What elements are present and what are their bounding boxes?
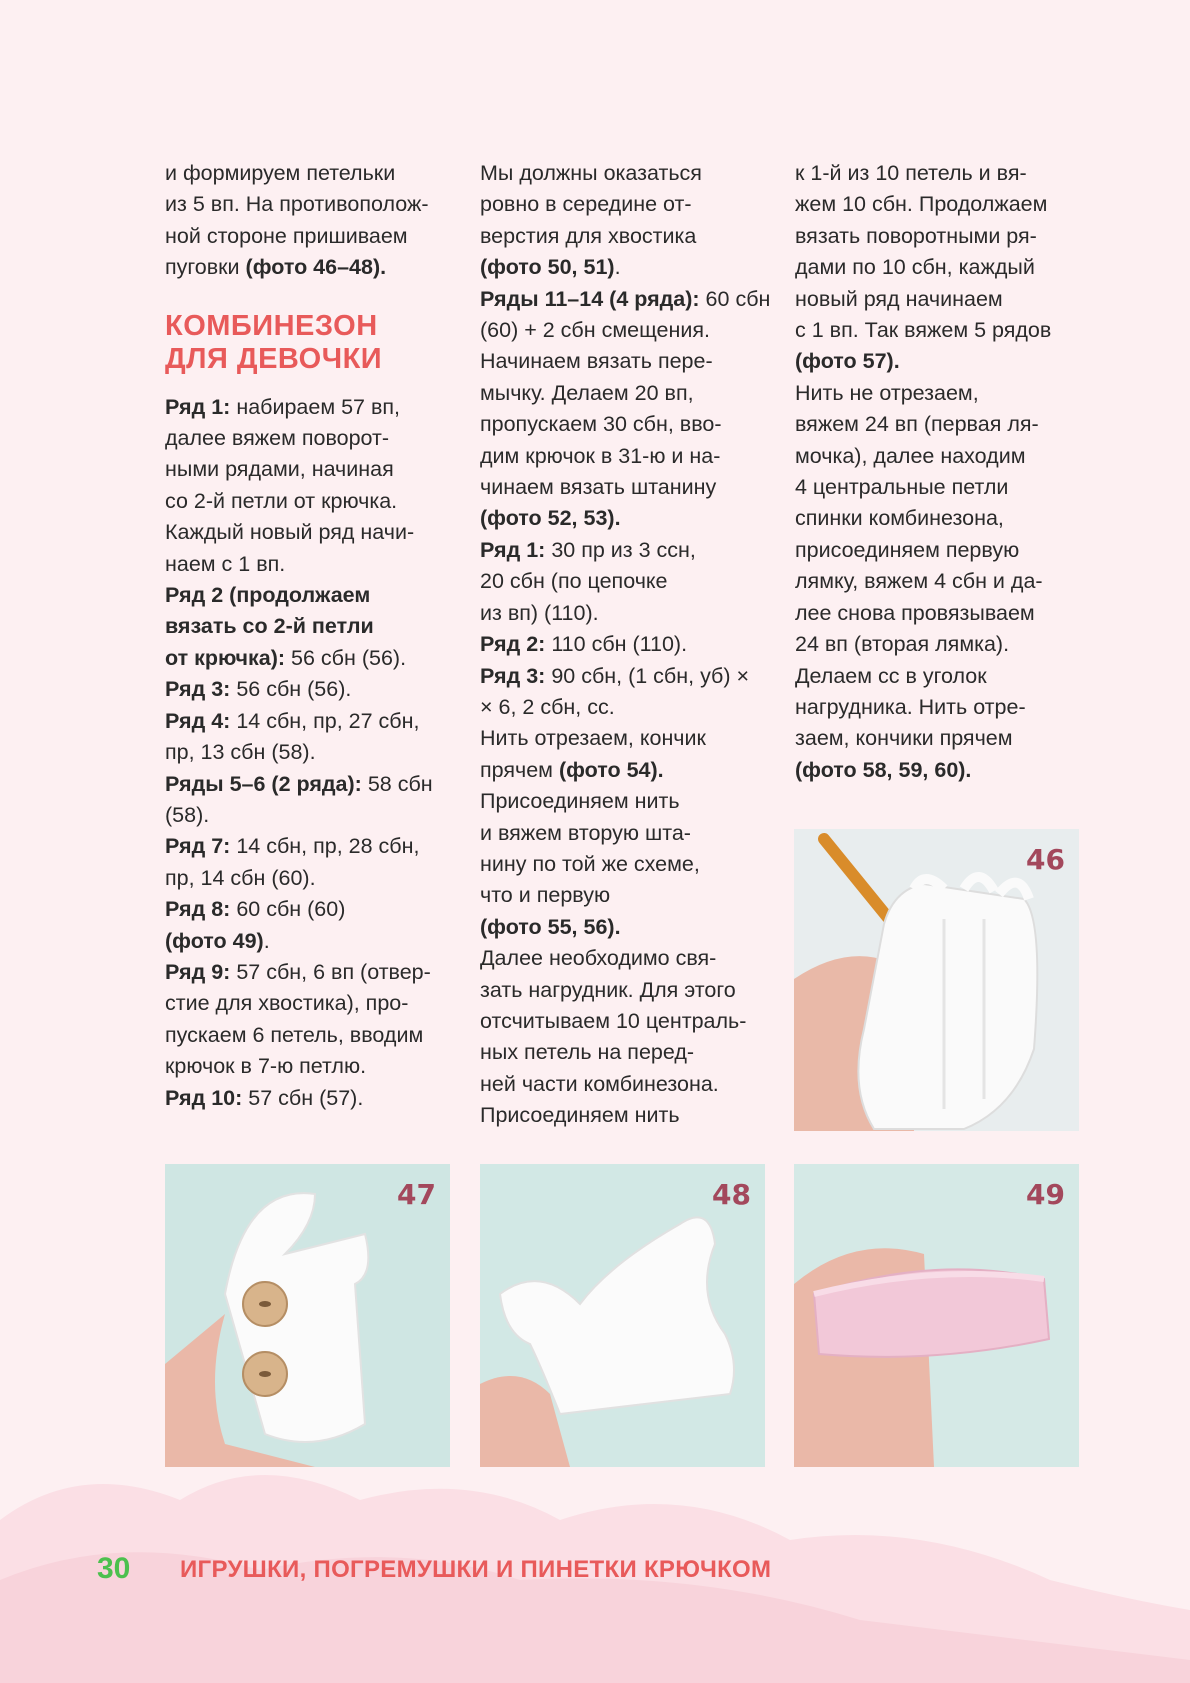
cut-thread-paragraph: Нить отрезаем, кончик прячем (фото 54). [480, 726, 706, 782]
row-7: Ряд 7: 14 сбн, пр, 28 сбн, пр, 14 сбн (60). [165, 834, 420, 890]
row-8: Ряд 8: 60 сбн (60) (фото 49). [165, 897, 346, 953]
leg-row-3: Ряд 3: 90 сбн, (1 сбн, уб) × × 6, 2 сбн, сс. [480, 663, 750, 719]
section-heading: КОМБИНЕЗОН ДЛЯ ДЕВОЧКИ [165, 309, 383, 375]
leg-row-2: Ряд 2: 110 сбн (110). [480, 632, 688, 657]
row-10: Ряд 10: 57 сбн (57). [165, 1085, 364, 1110]
photo-48 [480, 1164, 765, 1467]
bib-rows-paragraph: к 1-й из 10 петель и вя- жем 10 сбн. Продолжаем вязать поворотными ря- дами по 10 сбн, каждый новый ряд начинаем с 1 вп. Так вяжем 5 рядов (фото 57). [795, 161, 1052, 374]
second-leg-paragraph: Присоединяем нить и вяжем вторую шта- нину по той же схеме, что и первую (фото 55, 56). [480, 789, 700, 939]
photo-number-46: 46 [1026, 843, 1065, 876]
row-4: Ряд 4: 14 сбн, пр, 27 сбн, пр, 13 сбн (58). [165, 708, 420, 765]
straps-paragraph: Нить не отрезаем, вяжем 24 вп (первая ля- мочка), далее находим 4 центральные петли спинки комбинезона, присоединяем первую лямку, вяжем 4 сбн и да- лее снова провязываем 24 вп (вторая лямка). Делаем сс в уголок нагрудника. Нить отре- заем, кончики прячем (фото 58, 59, 60). [795, 380, 1043, 782]
photo-number-49: 49 [1026, 1178, 1065, 1211]
row-2: Ряд 2 (продолжаем вязать со 2-й петли от крючка): 56 сбн (56). [165, 583, 407, 670]
page-number: 30 [97, 1552, 131, 1585]
photo-number-48: 48 [712, 1178, 751, 1211]
row-3: Ряд 3: 56 сбн (56). [165, 677, 352, 702]
text-column-2 [480, 158, 780, 1132]
center-paragraph: Мы должны оказаться ровно в середине от- верстия для хвостика (фото 50, 51). [480, 161, 702, 280]
rows-5-6: Ряды 5–6 (2 ряда): 58 сбн (58). [165, 771, 433, 827]
text-column-1 [165, 158, 455, 1114]
rows-11-14: Ряды 11–14 (4 ряда): 60 сбн (60) + 2 сбн смещения. [480, 286, 771, 343]
photo-49 [794, 1164, 1079, 1467]
row-9: Ряд 9: 57 сбн, 6 вп (отвер- стие для хвостика), про- пускаем 6 петель, вводим крючок в 7-ю петлю. [165, 959, 431, 1079]
book-title: ИГРУШКИ, ПОГРЕМУШКИ И ПИНЕТКИ КРЮЧКОМ [180, 1556, 772, 1583]
photo-46 [794, 829, 1079, 1131]
photo-47 [165, 1164, 450, 1467]
leg-row-1: Ряд 1: 30 пр из 3 ссн, 20 сбн (по цепочке из вп) (110). [480, 537, 696, 625]
intro-paragraph: и формируем петельки из 5 вп. На противополож- ной стороне пришиваем пуговки (фото 46–48). [165, 161, 429, 280]
bridge-paragraph: Начинаем вязать пере- мычку. Делаем 20 вп, пропускаем 30 сбн, вво- дим крючок в 31-ю и на- чинаем вязать штанину (фото 52, 53). [480, 349, 722, 531]
text-column-3 [795, 158, 1085, 786]
row-1: Ряд 1: набираем 57 вп, далее вяжем поворот- ными рядами, начиная со 2-й петли от крючка. Каждый новый ряд начи- наем с 1 вп. [165, 394, 415, 576]
bib-paragraph: Далее необходимо свя- зать нагрудник. Для этого отсчитываем 10 централь- ных петель на перед- ней части комбинезона. Присоединяем нить [480, 946, 747, 1128]
photo-number-47: 47 [397, 1178, 436, 1211]
